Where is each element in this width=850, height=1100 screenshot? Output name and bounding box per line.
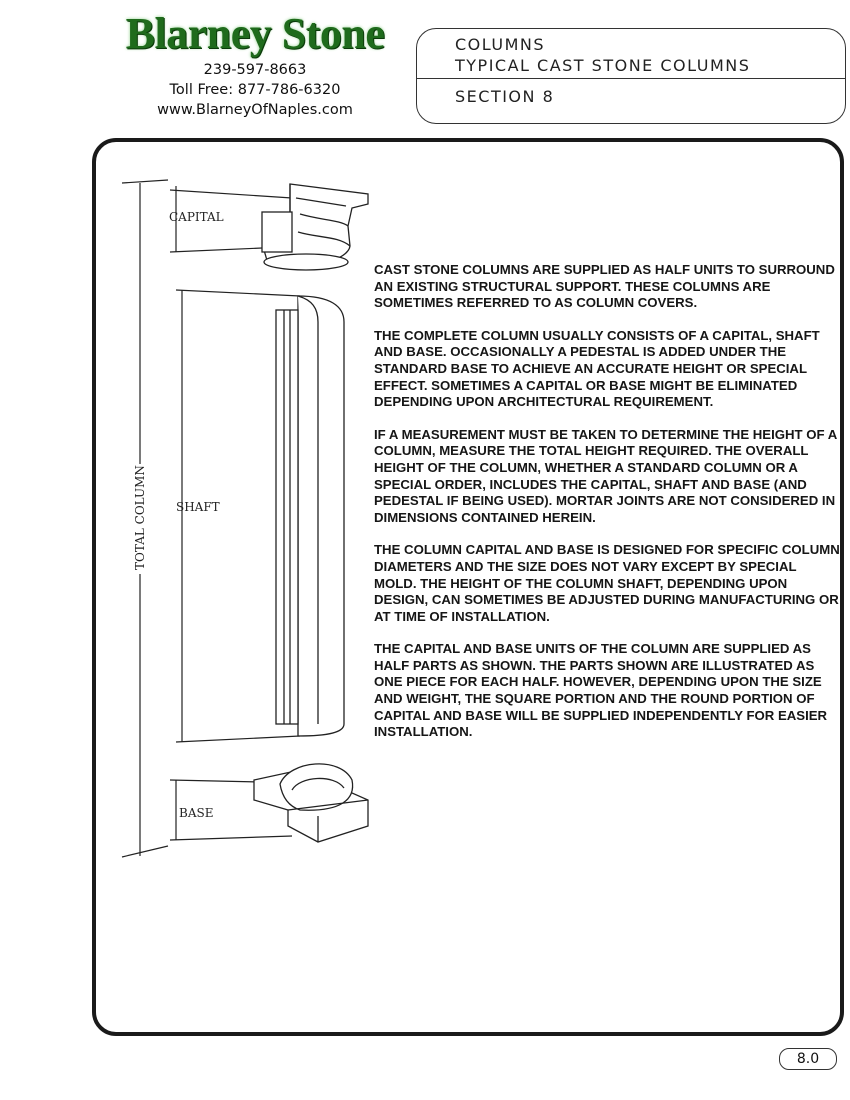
page-number: 8.0 bbox=[779, 1048, 837, 1070]
label-capital: CAPITAL bbox=[169, 210, 224, 224]
paragraph-4: THE COLUMN CAPITAL AND BASE IS DESIGNED FOR SPECIFIC COLUMN DIAMETERS AND THE SIZE DOES NOT VARY EXCEPT BY SPECIAL MOLD. THE HEIGHT OF THE COLUMN SHAFT, DEPENDING UPON DESIGN, CAN SOMETIMES BE ADJUSTED DURING MANUFACTURING OR AT TIME OF INSTALLATION. bbox=[374, 542, 840, 624]
website-url: www.BlarneyOfNaples.com bbox=[157, 102, 353, 118]
paragraph-3: IF A MEASUREMENT MUST BE TAKEN TO DETERMINE THE HEIGHT OF A COLUMN, MEASURE THE TOTAL HEIGHT REQUIRED. THE OVERALL HEIGHT OF THE COLUMN, WHETHER A STANDARD COLUMN OR A SPECIAL ORDER, INCLUDES THE CAPITAL, SHAFT AND BASE (AND PEDESTAL IF BEING USED). MORTAR JOINTS ARE NOT CONSIDERED IN DIMENSIONS CONTAINED HEREIN. bbox=[374, 426, 837, 525]
label-base: BASE bbox=[179, 806, 214, 820]
title-line-2: TYPICAL CAST STONE COLUMNS bbox=[455, 56, 751, 75]
title-line-1: COLUMNS bbox=[455, 35, 546, 54]
base-illustration bbox=[254, 764, 368, 842]
total-bottom-tick bbox=[122, 846, 168, 857]
toll-free-number: Toll Free: 877-786-6320 bbox=[169, 82, 341, 98]
description-text bbox=[374, 262, 840, 757]
section-label: SECTION 8 bbox=[455, 87, 555, 106]
brand-logo: Blarney Stone bbox=[125, 9, 385, 58]
label-total-column: TOTAL COLUMN bbox=[133, 465, 147, 570]
paragraph-1: CAST STONE COLUMNS ARE SUPPLIED AS HALF UNITS TO SURROUND AN EXISTING STRUCTURAL SUPPORT. THESE COLUMNS ARE SOMETIMES REFERRED TO AS COLUMN COVERS. bbox=[374, 262, 835, 311]
label-shaft: SHAFT bbox=[176, 500, 220, 514]
shaft-illustration bbox=[276, 296, 344, 736]
total-top-tick bbox=[122, 180, 168, 183]
phone-number: 239-597-8663 bbox=[203, 62, 307, 78]
paragraph-2: THE COMPLETE COLUMN USUALLY CONSISTS OF A CAPITAL, SHAFT AND BASE. OCCASIONALLY A PEDESTAL IS ADDED UNDER THE STANDARD BASE TO ACHIEVE AN ACCURATE HEIGHT OR SPECIAL EFFECT. SOMETIMES A CAPITAL OR BASE MIGHT BE ELIMINATED DEPENDING UPON ARCHITECTURAL REQUIREMENT. bbox=[374, 327, 820, 410]
paragraph-5: THE CAPITAL AND BASE UNITS OF THE COLUMN ARE SUPPLIED AS HALF PARTS AS SHOWN. THE PARTS SHOWN ARE ILLUSTRATED AS ONE PIECE FOR EACH HALF. HOWEVER, DEPENDING UPON THE SIZE AND WEIGHT, THE SQUARE PORTION AND THE ROUND PORTION OF CAPITAL AND BASE WILL BE SUPPLIED INDEPENDENTLY FOR EASIER INSTALLATION. bbox=[374, 641, 828, 740]
